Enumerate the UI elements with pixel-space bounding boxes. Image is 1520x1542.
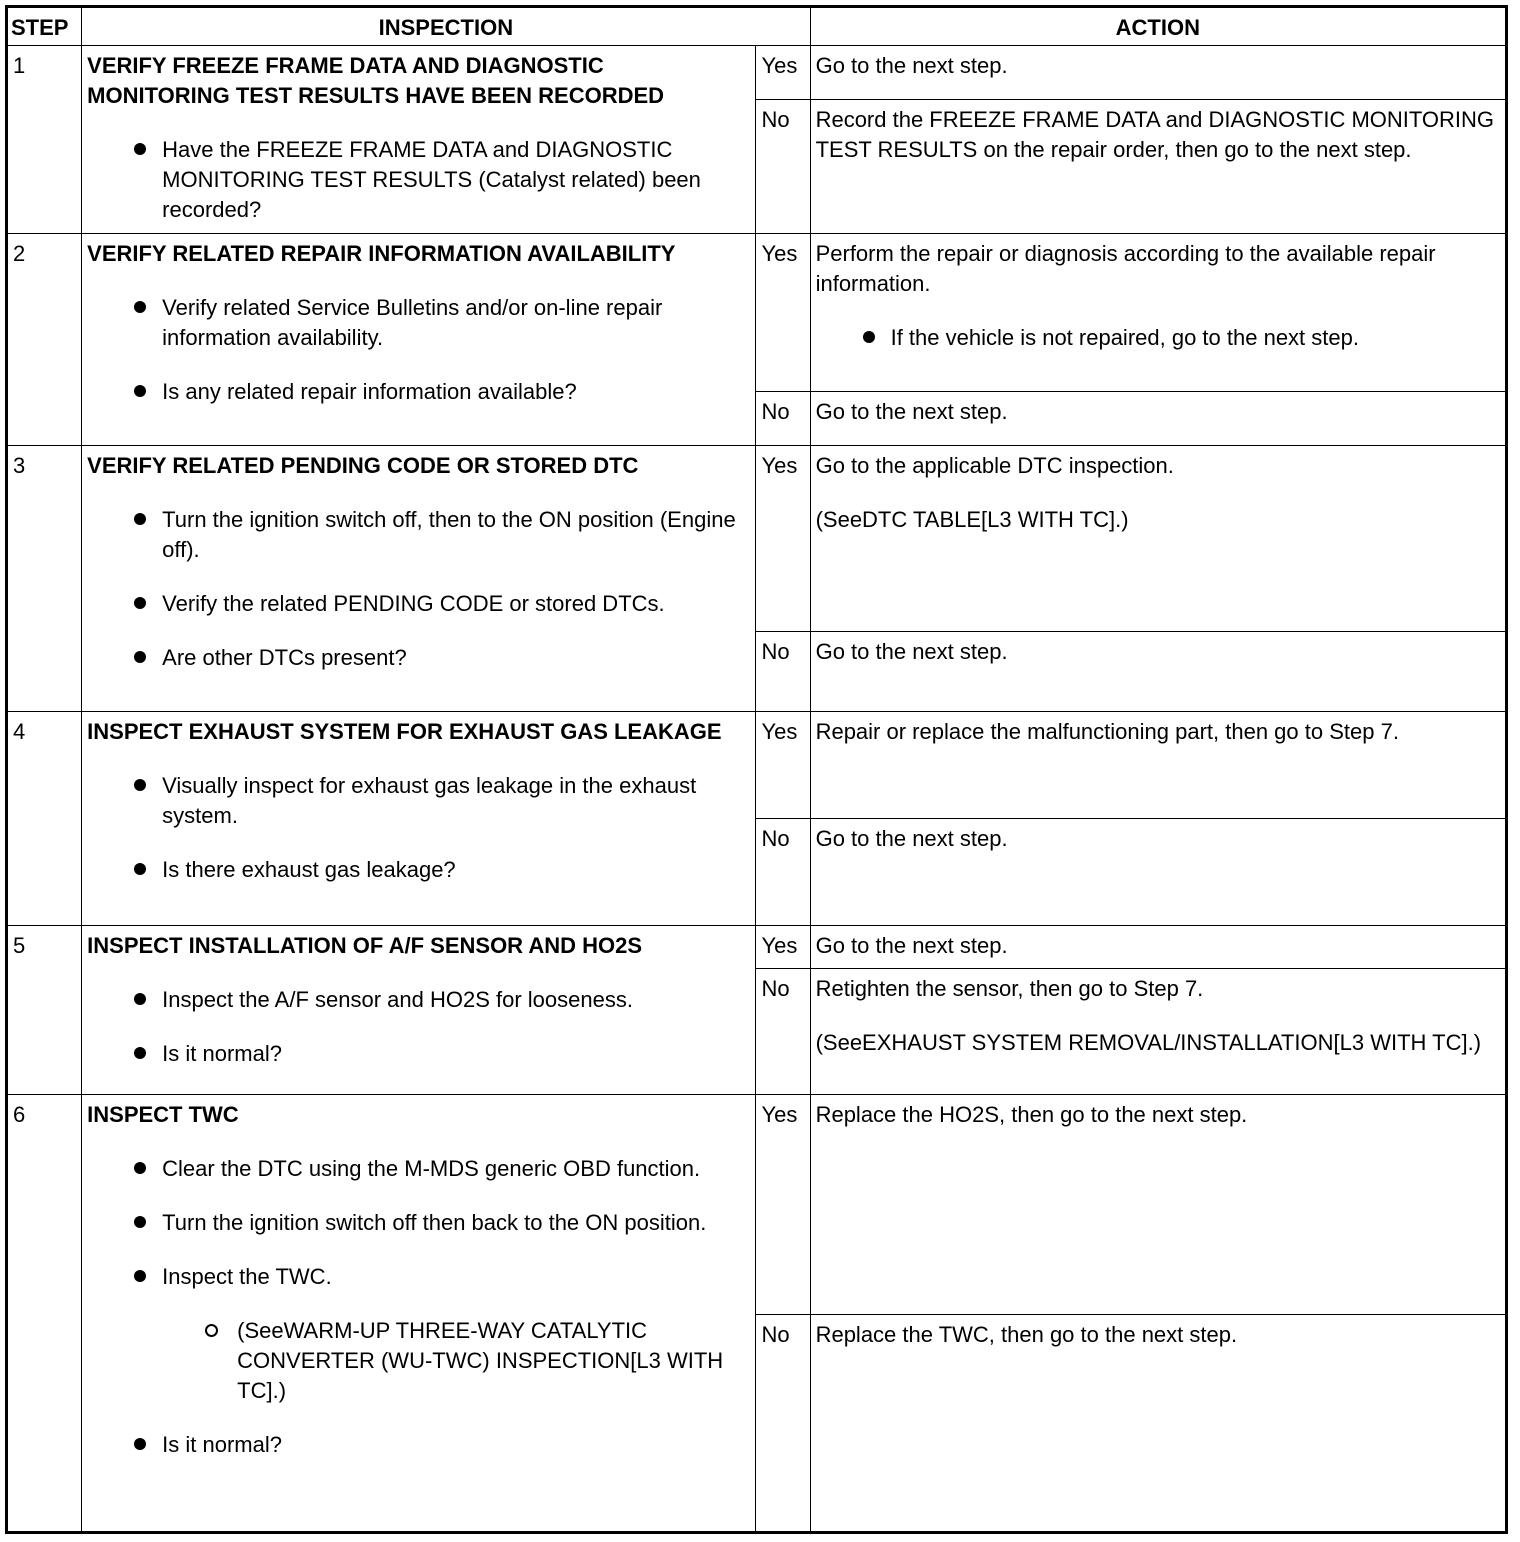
step-number: 1	[7, 46, 82, 234]
table-header-row	[7, 7, 1507, 46]
table-row	[7, 234, 1507, 392]
yes-action: Go to the applicable DTC inspection.	[815, 453, 1174, 478]
no-label: No	[756, 819, 810, 926]
see-reference-link[interactable]: (SeeEXHAUST SYSTEM REMOVAL/INSTALLATION[L3 WITH TC].)	[815, 1030, 1482, 1055]
table-row	[7, 1095, 1507, 1315]
inspection-cell	[82, 712, 756, 926]
inspection-bullet: Is any related repair information available?	[87, 377, 750, 407]
no-label: No	[756, 1315, 810, 1533]
inspection-cell	[82, 926, 756, 1095]
header-inspection: INSPECTION	[82, 7, 810, 46]
no-action: Retighten the sensor, then go to Step 7.	[815, 976, 1204, 1001]
step-number: 5	[7, 926, 82, 1095]
diagnostic-procedure-table	[5, 5, 1508, 1534]
step-number: 6	[7, 1095, 82, 1533]
inspection-title: INSPECT EXHAUST SYSTEM FOR EXHAUST GAS LEAKAGE	[87, 719, 722, 744]
see-reference-link[interactable]: (SeeWARM-UP THREE-WAY CATALYTIC CONVERTER (WU-TWC) INSPECTION[L3 WITH TC].)	[87, 1316, 750, 1406]
no-label: No	[756, 969, 810, 1095]
inspection-bullet: Turn the ignition switch off, then to the ON position (Engine off).	[87, 505, 750, 565]
inspection-bullet: Verify related Service Bulletins and/or on-line repair information availability.	[87, 293, 750, 353]
yes-action: Replace the HO2S, then go to the next step.	[810, 1095, 1506, 1315]
no-action: Go to the next step.	[810, 819, 1506, 926]
see-reference-link[interactable]: (SeeDTC TABLE[L3 WITH TC].)	[815, 507, 1129, 532]
yes-label: Yes	[756, 446, 810, 632]
inspection-bullet: Have the FREEZE FRAME DATA and DIAGNOSTIC MONITORING TEST RESULTS (Catalyst related) been recorded?	[87, 135, 750, 225]
header-step: STEP	[7, 7, 82, 46]
yes-action: Repair or replace the malfunctioning part, then go to Step 7.	[810, 712, 1506, 819]
yes-action: Go to the next step.	[810, 46, 1506, 100]
yes-label: Yes	[756, 712, 810, 819]
table-row	[7, 46, 1507, 100]
yes-action: Go to the next step.	[810, 926, 1506, 969]
inspection-bullet: Is it normal?	[87, 1430, 750, 1460]
header-action: ACTION	[810, 7, 1506, 46]
no-label: No	[756, 632, 810, 712]
step-number: 2	[7, 234, 82, 446]
no-label: No	[756, 392, 810, 446]
inspection-bullet: Is it normal?	[87, 1039, 750, 1069]
inspection-bullet: Are other DTCs present?	[87, 643, 750, 673]
yes-action-cell	[810, 446, 1506, 632]
inspection-cell	[82, 446, 756, 712]
inspection-bullet: Visually inspect for exhaust gas leakage in the exhaust system.	[87, 771, 750, 831]
step-number: 4	[7, 712, 82, 926]
yes-label: Yes	[756, 234, 810, 392]
table-row	[7, 712, 1507, 819]
yes-action: Perform the repair or diagnosis according to the available repair information.	[815, 241, 1436, 296]
yes-label: Yes	[756, 1095, 810, 1315]
step-number: 3	[7, 446, 82, 712]
inspection-cell	[82, 1095, 756, 1533]
inspection-bullet: Inspect the TWC.	[87, 1262, 750, 1292]
inspection-cell	[82, 46, 756, 234]
no-action-cell	[810, 969, 1506, 1095]
no-action: Replace the TWC, then go to the next step.	[810, 1315, 1506, 1533]
inspection-bullet: Inspect the A/F sensor and HO2S for looseness.	[87, 985, 750, 1015]
no-label: No	[756, 100, 810, 234]
inspection-bullet: Is there exhaust gas leakage?	[87, 855, 750, 885]
inspection-title: VERIFY FREEZE FRAME DATA AND DIAGNOSTIC MONITORING TEST RESULTS HAVE BEEN RECORDED	[87, 53, 665, 108]
inspection-bullet: Clear the DTC using the M-MDS generic OBD function.	[87, 1154, 750, 1184]
inspection-title: INSPECT INSTALLATION OF A/F SENSOR AND HO2S	[87, 933, 643, 958]
yes-label: Yes	[756, 926, 810, 969]
no-action: Record the FREEZE FRAME DATA and DIAGNOSTIC MONITORING TEST RESULTS on the repair order, then go to the next step.	[810, 100, 1506, 234]
no-action: Go to the next step.	[810, 632, 1506, 712]
inspection-cell	[82, 234, 756, 446]
table-row	[7, 446, 1507, 632]
inspection-bullet: Turn the ignition switch off then back to the ON position.	[87, 1208, 750, 1238]
inspection-bullet: Verify the related PENDING CODE or stored DTCs.	[87, 589, 750, 619]
inspection-title: INSPECT TWC	[87, 1102, 239, 1127]
inspection-title: VERIFY RELATED REPAIR INFORMATION AVAILABILITY	[87, 241, 676, 266]
yes-label: Yes	[756, 46, 810, 100]
yes-action-cell	[810, 234, 1506, 392]
inspection-title: VERIFY RELATED PENDING CODE OR STORED DTC	[87, 453, 639, 478]
table-row	[7, 926, 1507, 969]
no-action: Go to the next step.	[810, 392, 1506, 446]
action-bullet: If the vehicle is not repaired, go to the next step.	[816, 323, 1500, 353]
